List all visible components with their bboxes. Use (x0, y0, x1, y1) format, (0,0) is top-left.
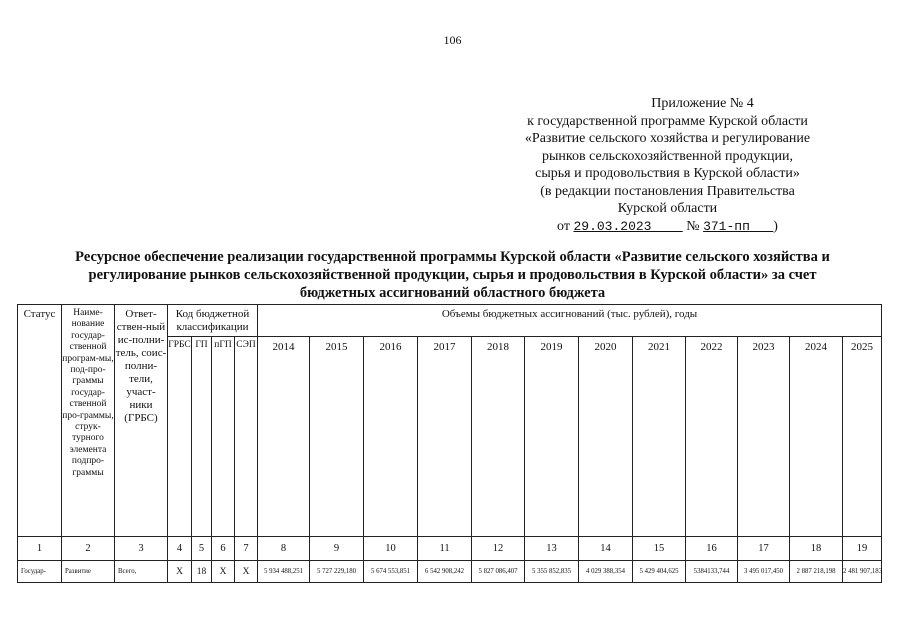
column-number: 12 (472, 537, 525, 561)
decree-date: 29.03.2023 (573, 218, 652, 234)
row-value: 3 495 017,450 (738, 561, 790, 583)
header-year: 2014 (258, 337, 310, 537)
column-number: 10 (364, 537, 418, 561)
row-value: 5 355 852,835 (525, 561, 579, 583)
appendix-line: (в редакции постановления Правительства (540, 183, 795, 199)
row-value: 5384133,744 (686, 561, 738, 583)
column-number: 7 (235, 537, 258, 561)
row-value: 2 481 907,183 (843, 561, 882, 583)
header-year: 2024 (790, 337, 843, 537)
row-code-sep: X (235, 561, 258, 583)
header-year: 2016 (364, 337, 418, 537)
row-value: 5 827 086,407 (472, 561, 525, 583)
row-value: 5 934 488,251 (258, 561, 310, 583)
header-budget-code: Код бюджетной классификации (168, 305, 258, 337)
column-number: 14 (579, 537, 633, 561)
decree-number: 371-пп (703, 218, 750, 234)
column-number: 1 (18, 537, 62, 561)
header-year: 2022 (686, 337, 738, 537)
decree-line (470, 218, 865, 236)
appendix-line: Приложение № 4 (651, 96, 754, 111)
column-number: 6 (212, 537, 235, 561)
column-number: 9 (310, 537, 364, 561)
column-number: 13 (525, 537, 579, 561)
row-value: 5 727 229,180 (310, 561, 364, 583)
header-year: 2015 (310, 337, 364, 537)
column-number: 4 (168, 537, 192, 561)
header-code-pgp: пГП (212, 337, 235, 537)
appendix-line: Курской области (617, 201, 718, 216)
row-value: 6 542 908,242 (418, 561, 472, 583)
header-volumes: Объемы бюджетных ассигнований (тыс. рублей), годы (258, 305, 882, 337)
header-code-grbs: ГРБС (168, 337, 192, 537)
page-number: 106 (443, 33, 462, 47)
header-status: Статус (18, 305, 62, 537)
appendix-line: сырья и продовольствия в Курской области» (535, 166, 800, 181)
header-year: 2019 (525, 337, 579, 537)
row-code-gp: 18 (192, 561, 212, 583)
header-code-sep: СЭП (235, 337, 258, 537)
table-row (18, 561, 882, 583)
header-name: Наиме-нование государ-ственной програм-мы, под-про-граммы государ-ственной про-граммы, струк-турного элемента подпро-граммы (62, 305, 115, 537)
row-code-grbs: X (168, 561, 192, 583)
column-number: 2 (62, 537, 115, 561)
column-number: 3 (115, 537, 168, 561)
appendix-line: рынков сельскохозяйственной продукции, (542, 148, 793, 164)
row-executor: Всего, (115, 561, 168, 583)
row-value: 2 887 218,198 (790, 561, 843, 583)
closing-paren: ) (773, 218, 778, 234)
row-value: 4 029 388,354 (579, 561, 633, 583)
column-number: 15 (633, 537, 686, 561)
appendix-line: «Развитие сельского хозяйства и регулирование (524, 131, 811, 146)
header-year: 2020 (579, 337, 633, 537)
appendix-line: к государственной программе Курской области (527, 113, 808, 129)
row-code-pgp: X (212, 561, 235, 583)
column-number: 8 (258, 537, 310, 561)
column-number: 5 (192, 537, 212, 561)
resource-table (17, 304, 882, 583)
column-number: 11 (418, 537, 472, 561)
column-number: 19 (843, 537, 882, 561)
row-value: 5 674 553,851 (364, 561, 418, 583)
header-code-gp: ГП (192, 337, 212, 537)
header-year: 2023 (738, 337, 790, 537)
number-prefix: № (686, 218, 700, 234)
header-year: 2018 (472, 337, 525, 537)
appendix-block (470, 95, 865, 235)
header-year: 2025 (843, 337, 882, 537)
row-value: 5 429 404,625 (633, 561, 686, 583)
header-executor: Ответ-ствен-ный ис-полни-тель, соис-полни-тели, участ-ники (ГРБС) (115, 305, 168, 537)
row-status: Государ- (18, 561, 62, 583)
header-year: 2017 (418, 337, 472, 537)
header-year: 2021 (633, 337, 686, 537)
row-name: Развитие (62, 561, 115, 583)
date-prefix: от (557, 218, 570, 234)
column-number: 17 (738, 537, 790, 561)
column-number: 18 (790, 537, 843, 561)
column-number: 16 (686, 537, 738, 561)
document-title: Ресурсное обеспечение реализации государственной программы Курской области «Развитие сельского хозяйства и регулирование рынков сельскохозяйственной продукции, сырья и продовольствия в Курской области» за счет бюджетных ассигнований областного бюджета (75, 249, 830, 301)
